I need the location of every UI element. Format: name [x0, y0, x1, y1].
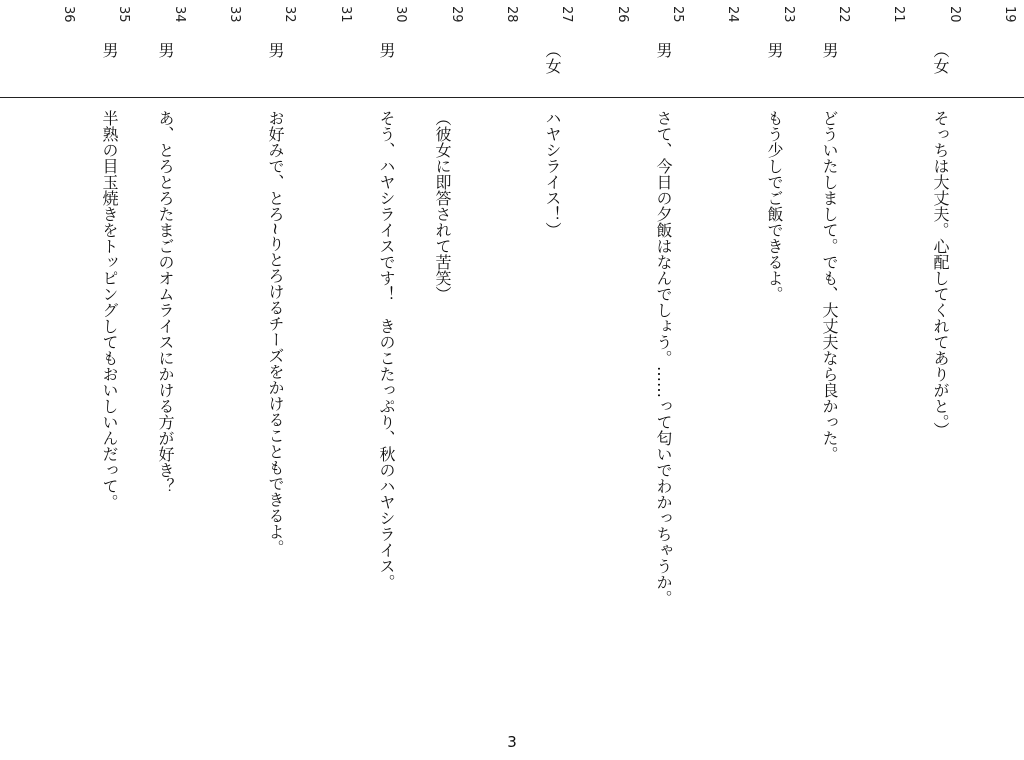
dialogue-text: ハヤシライス！）: [543, 110, 562, 238]
speaker-label: 男: [654, 42, 673, 58]
speaker-label: 男: [765, 42, 784, 58]
script-line: [530, 0, 574, 728]
script-line: [309, 0, 353, 728]
script-line: [475, 0, 519, 728]
script-line: [253, 0, 297, 728]
line-number: 28: [504, 6, 519, 23]
line-number: 24: [725, 6, 740, 23]
dialogue-text: そっちは大丈夫。心配してくれてありがと。）: [931, 110, 950, 438]
speaker-label: 男: [156, 42, 175, 58]
speaker-label: 男: [377, 42, 396, 58]
script-line: [143, 0, 187, 728]
speaker-label: （女: [931, 42, 950, 74]
line-number: 27: [559, 6, 574, 23]
dialogue-text: そう、ハヤシライスです！ きのこたっぷり、秋のハヤシライス。: [377, 110, 396, 590]
line-number: 21: [891, 6, 906, 23]
dialogue-text: もう少しでご飯できるよ。: [765, 110, 784, 302]
script-line: [364, 0, 408, 728]
line-number: 22: [836, 6, 851, 23]
script-line: [696, 0, 740, 728]
speaker-label: （女: [543, 42, 562, 74]
line-number: 25: [670, 6, 685, 23]
line-number: 20: [947, 6, 962, 23]
script-line: [32, 0, 76, 728]
speaker-label: 男: [266, 42, 285, 58]
script-line: [641, 0, 685, 728]
page-number: 3: [507, 733, 517, 751]
script-line: [862, 0, 906, 728]
script-line: [420, 0, 464, 728]
line-number: 23: [781, 6, 796, 23]
script-line: [807, 0, 851, 728]
line-number: 31: [338, 6, 353, 23]
line-number: 26: [615, 6, 630, 23]
speaker-label: 男: [820, 42, 839, 58]
line-number: 33: [227, 6, 242, 23]
script-line: [586, 0, 630, 728]
line-number: 35: [116, 6, 131, 23]
dialogue-text: さて、今日の夕飯はなんでしょう。……って匂いでわかっちゃうか。: [654, 110, 673, 606]
script-line: [198, 0, 242, 728]
script-line: [973, 0, 1017, 728]
speaker-label: 男: [100, 42, 119, 58]
dialogue-text: （彼女に即答されて苦笑）: [433, 110, 452, 302]
line-number: 32: [282, 6, 297, 23]
line-number: 19: [1002, 6, 1017, 23]
line-number: 29: [449, 6, 464, 23]
dialogue-text: お好みで、とろ~りとろけるチーズをかけることもできるよ。: [266, 110, 285, 556]
script-line: [752, 0, 796, 728]
line-number: 30: [393, 6, 408, 23]
dialogue-text: 半熟の目玉焼きをトッピングしてもおいしいんだって。: [100, 110, 119, 510]
script-line: [918, 0, 962, 728]
script-line: [87, 0, 131, 728]
dialogue-text: あ、とろとろたまごのオムライスにかける方が好き？: [156, 110, 175, 494]
dialogue-text: どういたしまして。でも、大丈夫なら良かった。: [820, 110, 839, 462]
line-number: 36: [61, 6, 76, 23]
line-number: 34: [172, 6, 187, 23]
